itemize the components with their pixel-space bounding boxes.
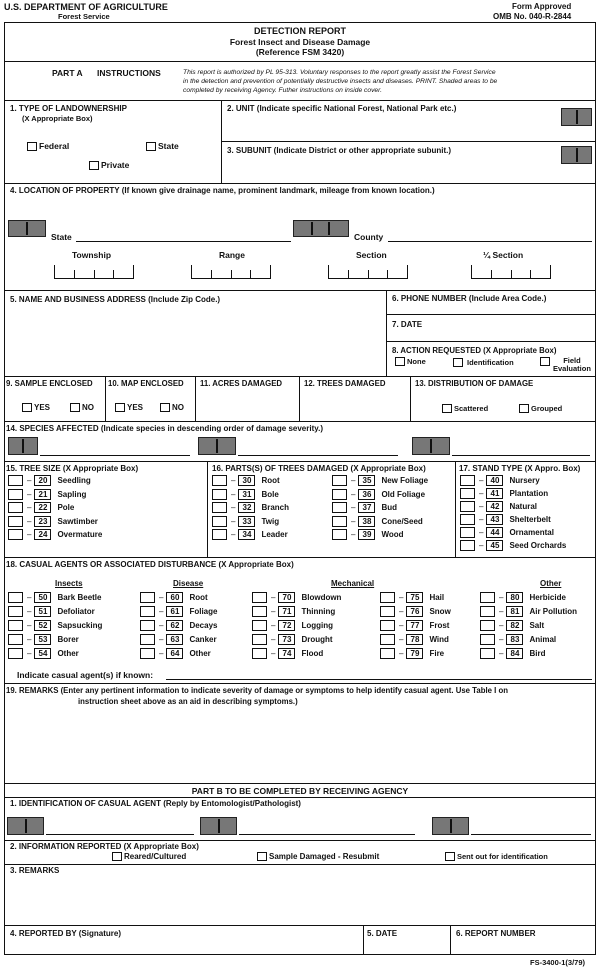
form-title: DETECTION REPORT [253, 26, 346, 36]
option-35[interactable]: – 35 New Foliage [332, 475, 428, 486]
option-label: Ornamental [509, 528, 554, 537]
option-code: 61 [166, 606, 183, 617]
s17-title: 17. STAND TYPE (X Appro. Box) [459, 464, 581, 473]
option-checkbox[interactable] [252, 648, 267, 659]
option-code: 51 [34, 606, 51, 617]
option-31[interactable]: – 31 Bole [212, 489, 279, 500]
option-62[interactable]: – 62 Decays [140, 620, 217, 631]
field-evaluation-option[interactable]: Field Evaluation [540, 357, 591, 373]
s14-title: 14. SPECIES AFFECTED (Indicate species in descending order of damage severity.) [6, 424, 323, 433]
option-label: Sapsucking [57, 621, 103, 630]
part-a-label: PART A [52, 68, 83, 78]
option-code: 73 [278, 634, 295, 645]
none-checkbox[interactable] [395, 357, 405, 366]
option-code: 45 [486, 540, 503, 551]
option-code: 37 [358, 502, 375, 513]
option-45[interactable]: – 45 Seed Orchards [460, 540, 566, 551]
identification-checkbox[interactable] [453, 358, 463, 367]
option-code: 53 [34, 634, 51, 645]
species2-input[interactable] [238, 455, 398, 456]
b4-title: 4. REPORTED BY (Signature) [10, 929, 121, 938]
option-73[interactable]: – 73 Drought [252, 634, 333, 645]
option-checkbox[interactable] [480, 634, 495, 645]
option-label: Decays [189, 621, 218, 630]
option-label: Foliage [189, 607, 218, 616]
option-code: 21 [34, 489, 51, 500]
species2-shaded-field[interactable] [198, 437, 236, 455]
private-option[interactable]: Private [89, 160, 129, 170]
s16-title: 16. PARTS(S) OF TREES DAMAGED (X Appropriate Box) [212, 464, 426, 473]
sample-no-checkbox[interactable] [70, 403, 80, 412]
other-heading: Other [540, 579, 562, 588]
s18-title: 18. CASUAL AGENTS OR ASSOCIATED DISTURBANCE (X Appropriate Box) [6, 560, 294, 569]
option-checkbox[interactable] [8, 475, 23, 486]
option-code: 38 [358, 516, 375, 527]
option-79[interactable]: – 79 Fire [380, 648, 444, 659]
option-82[interactable]: – 82 Salt [480, 620, 544, 631]
option-code: 64 [166, 648, 183, 659]
map-yes-option[interactable]: YES [115, 403, 143, 412]
part-b-remarks-textarea[interactable] [6, 878, 594, 924]
option-label: Bole [261, 489, 279, 499]
field-evaluation-checkbox[interactable] [540, 357, 550, 366]
option-checkbox[interactable] [212, 516, 227, 527]
private-checkbox[interactable] [89, 161, 99, 170]
option-75[interactable]: – 75 Hail [380, 592, 444, 603]
option-code: 78 [406, 634, 423, 645]
section-label: Section [356, 250, 387, 260]
option-70[interactable]: – 70 Blowdown [252, 592, 341, 603]
option-22[interactable]: – 22 Pole [8, 502, 74, 513]
sample-yes-option[interactable]: YES [22, 403, 50, 412]
option-code: 30 [238, 475, 255, 486]
option-24[interactable]: – 24 Overmature [8, 529, 102, 540]
option-60[interactable]: – 60 Root [140, 592, 208, 603]
option-30[interactable]: – 30 Root [212, 475, 280, 486]
option-code: 71 [278, 606, 295, 617]
option-checkbox[interactable] [252, 634, 267, 645]
option-checkbox[interactable] [140, 606, 155, 617]
option-code: 32 [238, 502, 255, 513]
instructions-label: INSTRUCTIONS [97, 68, 161, 78]
option-43[interactable]: – 43 Shelterbelt [460, 514, 551, 525]
option-label: Old Foliage [381, 489, 426, 499]
s19-title: 19. REMARKS (Enter any pertinent information to indicate severity of damage or symptoms to help identify casual agent. Use Table I on [6, 686, 508, 695]
option-label: Drought [301, 635, 333, 644]
s3-title: 3. SUBUNIT (Indicate District or other appropriate subunit.) [227, 146, 452, 155]
federal-option[interactable]: Federal [27, 141, 69, 151]
option-label: Other [57, 649, 79, 658]
option-code: 43 [486, 514, 503, 525]
quarter-section-label: ¼ Section [483, 250, 524, 260]
option-code: 75 [406, 592, 423, 603]
s4-title: 4. LOCATION OF PROPERTY (If known give drainage name, prominent landmark, mileage from known location.) [10, 186, 435, 195]
option-checkbox[interactable] [480, 620, 495, 631]
option-44[interactable]: – 44 Ornamental [460, 527, 554, 538]
agent3-shaded-field[interactable] [432, 817, 469, 835]
option-label: New Foliage [381, 476, 429, 485]
option-checkbox[interactable] [8, 592, 23, 603]
option-code: 41 [486, 488, 503, 499]
option-81[interactable]: – 81 Air Pollution [480, 606, 577, 617]
option-label: Nursery [509, 476, 540, 485]
option-label: Hail [429, 593, 445, 602]
s12-title: 12. TREES DAMAGED [304, 379, 386, 388]
option-checkbox[interactable] [8, 489, 23, 500]
option-code: 76 [406, 606, 423, 617]
option-code: 39 [358, 529, 375, 540]
option-38[interactable]: – 38 Cone/Seed [332, 516, 423, 527]
s11-title: 11. ACRES DAMAGED [200, 379, 283, 388]
map-no-checkbox[interactable] [160, 403, 170, 412]
disease-heading: Disease [173, 579, 204, 588]
s19-title-cont: instruction sheet above as an aid in describing symptoms.) [78, 697, 298, 706]
scattered-option[interactable]: Scattered [442, 404, 488, 413]
section-input[interactable] [328, 265, 408, 279]
form-subtitle: Forest Insect and Disease Damage [229, 37, 371, 47]
option-label: Twig [261, 516, 280, 526]
option-21[interactable]: – 21 Sapling [8, 489, 86, 500]
s13-title: 13. DISTRIBUTION OF DAMAGE [415, 379, 534, 388]
option-code: 50 [34, 592, 51, 603]
s6-title: 6. PHONE NUMBER (Include Area Code.) [392, 294, 547, 303]
option-40[interactable]: – 40 Nursery [460, 475, 540, 486]
option-checkbox[interactable] [460, 475, 475, 486]
option-label: Sapling [57, 489, 87, 499]
indicate-agent-input[interactable] [166, 679, 592, 680]
option-34[interactable]: – 34 Leader [212, 529, 288, 540]
option-code: 22 [34, 502, 51, 513]
option-41[interactable]: – 41 Plantation [460, 488, 548, 499]
b1-title: 1. IDENTIFICATION OF CASUAL AGENT (Reply by Entomologist/Pathologist) [10, 799, 301, 808]
option-checkbox[interactable] [460, 514, 475, 525]
dept-name: U.S. DEPARTMENT OF AGRICULTURE [4, 2, 168, 12]
option-label: Air Pollution [529, 607, 578, 616]
option-label: Other [189, 649, 211, 658]
state-shaded-field[interactable] [8, 220, 46, 237]
option-74[interactable]: – 74 Flood [252, 648, 323, 659]
option-label: Root [261, 476, 280, 485]
option-code: 52 [34, 620, 51, 631]
agent2-input[interactable] [239, 834, 415, 835]
quarter-section-input[interactable] [471, 265, 551, 279]
option-label: Borer [57, 635, 79, 644]
option-label: Shelterbelt [509, 515, 551, 524]
option-checkbox[interactable] [8, 502, 23, 513]
species3-shaded-field[interactable] [412, 437, 450, 455]
option-52[interactable]: – 52 Sapsucking [8, 620, 102, 631]
species3-input[interactable] [452, 455, 590, 456]
option-code: 79 [406, 648, 423, 659]
option-label: Branch [261, 503, 290, 512]
option-checkbox[interactable] [252, 606, 267, 617]
option-code: 72 [278, 620, 295, 631]
map-no-option[interactable]: NO [160, 403, 184, 412]
option-63[interactable]: – 63 Canker [140, 634, 217, 645]
option-checkbox[interactable] [332, 489, 347, 500]
option-checkbox[interactable] [460, 540, 475, 551]
s2-title: 2. UNIT (Indicate specific National Forest, National Park etc.) [227, 104, 457, 113]
option-76[interactable]: – 76 Snow [380, 606, 451, 617]
option-checkbox[interactable] [460, 501, 475, 512]
option-checkbox[interactable] [252, 620, 267, 631]
option-23[interactable]: – 23 Sawtimber [8, 516, 98, 527]
option-checkbox[interactable] [140, 648, 155, 659]
option-label: Salt [529, 621, 545, 630]
option-code: 77 [406, 620, 423, 631]
agent1-input[interactable] [46, 834, 194, 835]
option-code: 80 [506, 592, 523, 603]
form-number: FS-3400-1(3/79) [530, 958, 586, 967]
option-checkbox[interactable] [8, 620, 23, 631]
option-code: 84 [506, 648, 523, 659]
s1-subtitle: (X Appropriate Box) [22, 114, 93, 123]
option-checkbox[interactable] [380, 648, 395, 659]
mechanical-heading: Mechanical [331, 579, 375, 588]
option-84[interactable]: – 84 Bird [480, 648, 545, 659]
federal-checkbox[interactable] [27, 142, 37, 151]
option-label: Bud [381, 503, 398, 512]
range-label: Range [219, 250, 245, 260]
option-label: Cone/Seed [381, 516, 423, 526]
option-checkbox[interactable] [8, 516, 23, 527]
option-label: Natural [509, 502, 538, 511]
option-checkbox[interactable] [380, 606, 395, 617]
option-42[interactable]: – 42 Natural [460, 501, 537, 512]
option-code: 81 [506, 606, 523, 617]
option-checkbox[interactable] [212, 502, 227, 513]
option-label: Sawtimber [57, 516, 98, 526]
option-label: Animal [529, 635, 557, 644]
option-label: Bark Beetle [57, 593, 102, 602]
b6-title: 6. REPORT NUMBER [456, 929, 536, 938]
option-64[interactable]: – 64 Other [140, 648, 211, 659]
county-shaded-field[interactable] [293, 220, 349, 237]
reared-checkbox[interactable] [112, 852, 122, 861]
sample-yes-checkbox[interactable] [22, 403, 32, 412]
species1-input[interactable] [40, 455, 190, 456]
option-checkbox[interactable] [8, 606, 23, 617]
option-code: 42 [486, 501, 503, 512]
service-name: Forest Service [58, 12, 110, 21]
range-input[interactable] [191, 265, 271, 279]
scattered-checkbox[interactable] [442, 404, 452, 413]
form-reference: (Reference FSM 3420) [255, 47, 345, 57]
s9-title: 9. SAMPLE ENCLOSED [6, 379, 93, 388]
option-checkbox[interactable] [332, 529, 347, 540]
grouped-checkbox[interactable] [519, 404, 529, 413]
option-checkbox[interactable] [8, 648, 23, 659]
reared-option[interactable]: Reared/Cultured [112, 852, 186, 861]
part-b-title: PART B TO BE COMPLETED BY RECEIVING AGENCY [191, 786, 409, 796]
option-53[interactable]: – 53 Borer [8, 634, 79, 645]
option-label: Defoliator [57, 607, 95, 616]
species1-shaded-field[interactable] [8, 437, 38, 455]
s5-title: 5. NAME AND BUSINESS ADDRESS (Include Zip Code.) [10, 295, 221, 304]
option-32[interactable]: – 32 Branch [212, 502, 289, 513]
option-33[interactable]: – 33 Twig [212, 516, 279, 527]
option-20[interactable]: – 20 Seedling [8, 475, 91, 486]
b2-title: 2. INFORMATION REPORTED (X Appropriate Box) [10, 842, 199, 851]
form-approved: Form Approved [512, 2, 572, 11]
s7-title: 7. DATE [392, 320, 423, 329]
subunit-shaded-field[interactable] [561, 146, 592, 164]
agent1-shaded-field[interactable] [7, 817, 44, 835]
option-72[interactable]: – 72 Logging [252, 620, 333, 631]
option-checkbox[interactable] [380, 592, 395, 603]
option-50[interactable]: – 50 Bark Beetle [8, 592, 101, 603]
option-code: 63 [166, 634, 183, 645]
option-label: Plantation [509, 489, 549, 498]
instructions-text: This report is authorized by PL 95-313. Voluntary responses to the report greatly assist the Forest Service in the detection and prevention of potentially destructive insects and diseases. PRINT. Shaded areas to be completed by receiving Agency. Futher instructions on inside cover. [183, 69, 498, 94]
map-yes-checkbox[interactable] [115, 403, 125, 412]
option-code: 70 [278, 592, 295, 603]
option-code: 82 [506, 620, 523, 631]
option-71[interactable]: – 71 Thinning [252, 606, 335, 617]
option-checkbox[interactable] [332, 502, 347, 513]
county-input[interactable] [388, 241, 592, 242]
option-label: Bird [529, 649, 546, 658]
option-checkbox[interactable] [460, 527, 475, 538]
option-label: Seedling [57, 476, 91, 485]
option-checkbox[interactable] [252, 592, 267, 603]
identification-option[interactable]: Identification [453, 358, 514, 367]
option-checkbox[interactable] [8, 634, 23, 645]
option-checkbox[interactable] [480, 606, 495, 617]
option-label: Logging [301, 621, 333, 630]
none-option[interactable]: None [395, 357, 426, 366]
b5-title: 5. DATE [367, 929, 398, 938]
option-label: Overmature [57, 530, 103, 539]
option-checkbox[interactable] [480, 592, 495, 603]
option-label: Flood [301, 649, 324, 658]
option-code: 40 [486, 475, 503, 486]
option-code: 62 [166, 620, 183, 631]
option-54[interactable]: – 54 Other [8, 648, 79, 659]
option-code: 60 [166, 592, 183, 603]
option-80[interactable]: – 80 Herbicide [480, 592, 566, 603]
option-checkbox[interactable] [140, 620, 155, 631]
option-label: Canker [189, 635, 217, 644]
option-36[interactable]: – 36 Old Foliage [332, 489, 425, 500]
s8-title: 8. ACTION REQUESTED (X Appropriate Box) [392, 346, 557, 355]
option-code: 83 [506, 634, 523, 645]
option-label: Wood [381, 530, 404, 539]
option-61[interactable]: – 61 Foliage [140, 606, 217, 617]
option-label: Herbicide [529, 593, 566, 602]
agent3-input[interactable] [471, 834, 591, 835]
option-label: Blowdown [301, 593, 342, 602]
option-label: Root [189, 593, 208, 602]
county-label: County [354, 232, 384, 242]
option-checkbox[interactable] [332, 475, 347, 486]
option-checkbox[interactable] [480, 648, 495, 659]
township-label: Township [72, 250, 112, 260]
agent2-shaded-field[interactable] [200, 817, 237, 835]
sent-out-checkbox[interactable] [445, 852, 455, 861]
option-code: 20 [34, 475, 51, 486]
option-label: Leader [261, 530, 288, 539]
sent-out-option[interactable]: Sent out for identification [445, 852, 548, 861]
omb-number: OMB No. 040-R-2844 [493, 12, 572, 21]
option-checkbox[interactable] [212, 489, 227, 500]
option-label: Wind [429, 635, 449, 644]
option-code: 24 [34, 529, 51, 540]
option-83[interactable]: – 83 Animal [480, 634, 556, 645]
option-code: 23 [34, 516, 51, 527]
option-checkbox[interactable] [140, 634, 155, 645]
remarks-textarea[interactable] [6, 710, 594, 782]
sample-damaged-option[interactable]: Sample Damaged - Resubmit [257, 852, 379, 861]
indicate-agent-label: Indicate casual agent(s) if known: [17, 670, 154, 680]
option-checkbox[interactable] [140, 592, 155, 603]
insects-heading: Insects [55, 579, 83, 588]
option-label: Fire [429, 649, 445, 658]
option-checkbox[interactable] [212, 529, 227, 540]
s15-title: 15. TREE SIZE (X Appropriate Box) [6, 464, 139, 473]
option-checkbox[interactable] [460, 488, 475, 499]
option-checkbox[interactable] [380, 634, 395, 645]
option-39[interactable]: – 39 Wood [332, 529, 404, 540]
sample-no-option[interactable]: NO [70, 403, 94, 412]
option-checkbox[interactable] [212, 475, 227, 486]
option-code: 34 [238, 529, 255, 540]
option-code: 74 [278, 648, 295, 659]
state-input[interactable] [76, 241, 291, 242]
option-51[interactable]: – 51 Defoliator [8, 606, 95, 617]
state-checkbox[interactable] [146, 142, 156, 151]
unit-shaded-field[interactable] [561, 108, 592, 126]
option-78[interactable]: – 78 Wind [380, 634, 449, 645]
option-code: 31 [238, 489, 255, 500]
s1-title: 1. TYPE OF LANDOWNERSHIP [10, 104, 127, 113]
grouped-option[interactable]: Grouped [519, 404, 562, 413]
sample-damaged-checkbox[interactable] [257, 852, 267, 861]
option-label: Seed Orchards [509, 541, 567, 550]
option-code: 44 [486, 527, 503, 538]
option-label: Thinning [301, 607, 336, 616]
option-label: Snow [429, 607, 451, 616]
state-label: State [51, 232, 72, 242]
option-checkbox[interactable] [8, 529, 23, 540]
option-checkbox[interactable] [380, 620, 395, 631]
option-37[interactable]: – 37 Bud [332, 502, 397, 513]
option-code: 35 [358, 475, 375, 486]
option-label: Pole [57, 503, 75, 512]
option-checkbox[interactable] [332, 516, 347, 527]
option-77[interactable]: – 77 Frost [380, 620, 449, 631]
s10-title: 10. MAP ENCLOSED [108, 379, 184, 388]
option-label: Frost [429, 621, 450, 630]
b3-title: 3. REMARKS [10, 866, 60, 875]
option-code: 36 [358, 489, 375, 500]
option-code: 54 [34, 648, 51, 659]
option-code: 33 [238, 516, 255, 527]
state-option[interactable]: State [146, 141, 179, 151]
township-input[interactable] [54, 265, 134, 279]
